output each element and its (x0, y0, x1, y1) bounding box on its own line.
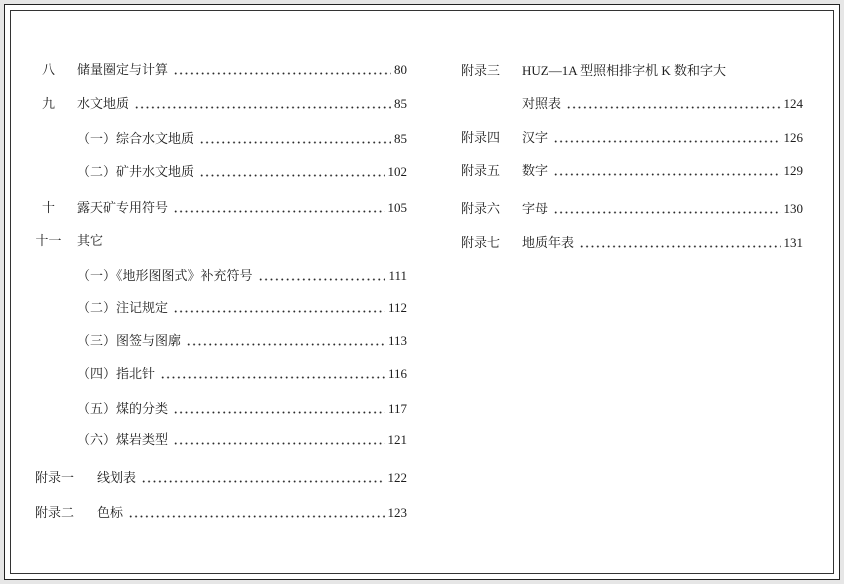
entry-title: 汉字 (522, 130, 549, 145)
entry-line (522, 234, 803, 252)
page-number: 121 (387, 432, 407, 447)
entry-line (77, 267, 407, 285)
entry-line (77, 431, 407, 449)
appendix-number: 附录三 (461, 63, 501, 78)
toc-subentry (0, 267, 844, 285)
dot-leader (186, 343, 385, 346)
chapter-number: 十一 (35, 233, 62, 248)
entry-title: 数字 (522, 163, 549, 178)
toc-appendix-entry (0, 129, 844, 147)
page-number: 102 (387, 164, 407, 179)
page-number: 111 (388, 268, 407, 283)
toc-subentry (0, 332, 844, 350)
entry-title: 对照表 (522, 96, 562, 111)
toc-appendix-entry (0, 504, 844, 522)
page-number: 123 (387, 505, 407, 520)
toc-appendix-entry (0, 469, 844, 487)
entry-title: HUZ—1A 型照相排字机 K 数和字大 (522, 63, 727, 78)
entry-line (522, 200, 803, 218)
toc-subentry (0, 431, 844, 449)
entry-title: 色标 (97, 505, 124, 520)
toc-appendix-entry (0, 234, 844, 252)
page-number: 122 (387, 470, 407, 485)
entry-title: 线划表 (97, 470, 137, 485)
dot-leader (128, 515, 384, 518)
toc-subentry (0, 365, 844, 383)
entry-line (97, 504, 407, 522)
dot-leader (173, 411, 385, 414)
page-number: 85 (394, 131, 407, 146)
appendix-number: 附录六 (461, 201, 501, 216)
entry-title: （三）图签与图廓 (77, 333, 182, 348)
page-number: 124 (783, 96, 803, 111)
appendix-number: 附录四 (461, 130, 501, 145)
appendix-number: 附录二 (35, 505, 75, 520)
toc-appendix-entry (0, 62, 844, 80)
appendix-number: 附录七 (461, 235, 501, 250)
dot-leader (553, 173, 780, 176)
page-number: 129 (783, 163, 803, 178)
toc-appendix-entry (0, 162, 844, 180)
toc-appendix-entry-continued (0, 95, 844, 113)
dot-leader (173, 442, 384, 445)
entry-title: （六）煤岩类型 (77, 432, 169, 447)
entry-title: （二）注记规定 (77, 300, 169, 315)
entry-title: 字母 (522, 201, 549, 216)
page-number: 130 (783, 201, 803, 216)
entry-line (522, 62, 803, 80)
page-number: 117 (387, 401, 407, 416)
entry-line (522, 162, 803, 180)
entry-line (522, 95, 803, 113)
entry-title: （二）矿井水文地质 (77, 164, 195, 179)
entry-title: 其它 (77, 233, 104, 248)
entry-line (522, 129, 803, 147)
page-number: 112 (387, 300, 407, 315)
entry-line (77, 365, 407, 383)
entry-title: （五）煤的分类 (77, 401, 169, 416)
chapter-number: 十 (41, 200, 55, 215)
entry-line (77, 299, 407, 317)
dot-leader (579, 245, 780, 248)
page-number: 80 (394, 62, 407, 77)
entry-title: （一）《地形图图式》补充符号 (77, 268, 253, 283)
page-number: 131 (783, 235, 803, 250)
toc-appendix-entry (0, 200, 844, 218)
entry-title: 储量圈定与计算 (77, 62, 169, 77)
entry-title: （四）指北针 (77, 366, 156, 381)
entry-title: （一）综合水文地质 (77, 131, 195, 146)
page-number: 116 (387, 366, 407, 381)
chapter-number: 八 (41, 62, 55, 77)
chapter-number: 九 (41, 96, 55, 111)
dot-leader (258, 278, 386, 281)
entry-line (97, 469, 407, 487)
dot-leader (141, 480, 384, 483)
page-number: 85 (394, 96, 407, 111)
entry-title: 露天矿专用符号 (77, 200, 169, 215)
dot-leader (553, 140, 780, 143)
entry-line (77, 400, 407, 418)
appendix-number: 附录五 (461, 163, 501, 178)
toc-subentry (0, 400, 844, 418)
appendix-number: 附录一 (35, 470, 75, 485)
toc-subentry (0, 299, 844, 317)
entry-line (77, 332, 407, 350)
dot-leader (160, 376, 385, 379)
dot-leader (553, 211, 780, 214)
entry-title: 水文地质 (77, 96, 130, 111)
page-number: 113 (387, 333, 407, 348)
page-number: 126 (783, 130, 803, 145)
dot-leader (566, 106, 780, 109)
dot-leader (173, 310, 385, 313)
page-number: 105 (387, 200, 407, 215)
entry-title: 地质年表 (522, 235, 575, 250)
